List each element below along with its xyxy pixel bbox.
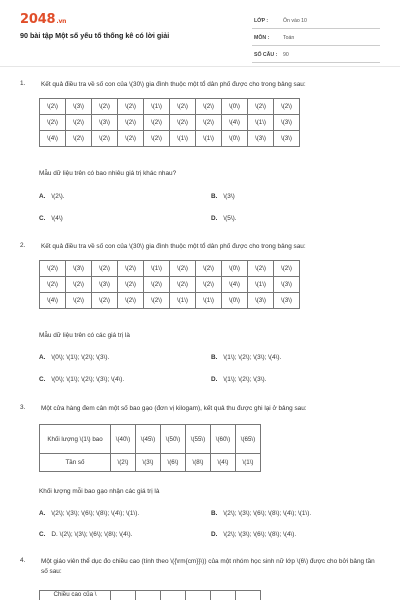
table-row xyxy=(40,293,300,309)
table-cell: \(1\) xyxy=(144,261,170,277)
table-cell: \(2\) xyxy=(144,131,170,147)
table-cell: \(2\) xyxy=(66,293,92,309)
table-cell: \(2\) xyxy=(196,115,222,131)
option-text: \(0\); \(1\); \(2\); \(3\). xyxy=(51,354,110,361)
table-cell: \(3\) xyxy=(66,99,92,115)
sub-question: Khối lượng mỗi bao gạo nhận các giá trị là xyxy=(39,488,160,495)
table-cell: \(2\) xyxy=(274,261,300,277)
table-cell: \(55\) xyxy=(186,425,211,454)
header-divider xyxy=(0,66,400,67)
option-letter: D. xyxy=(211,376,218,383)
table-cell: \(2\) xyxy=(144,293,170,309)
table-row xyxy=(40,115,300,131)
table-cell: \(2\) xyxy=(118,115,144,131)
table-cell: \(3\) xyxy=(248,293,274,309)
question-3 xyxy=(20,404,380,544)
table-cell: \(4\) xyxy=(222,277,248,293)
frequency-table xyxy=(39,424,261,472)
table-cell: \(2\) xyxy=(66,115,92,131)
table-cell: \(3\) xyxy=(248,131,274,147)
option-a[interactable] xyxy=(39,510,139,517)
data-table xyxy=(39,260,300,309)
table-header-cell: Khối lượng \(1\) bao xyxy=(40,425,111,454)
option-text: \(4\) xyxy=(51,215,63,222)
document-title: 90 bài tập Một số yếu tố thống kê có lời giải xyxy=(20,31,170,40)
table-cell: \(0\) xyxy=(222,293,248,309)
table-cell: \(3\) xyxy=(136,454,161,472)
table-cell: \(3\) xyxy=(274,115,300,131)
question-text: Một giáo viên thể dục đo chiều cao (tính theo \({\rm{cm}}\)) của một nhóm học sinh nữ lớp \(6\) được cho bởi bảng tần số sau: xyxy=(41,558,375,575)
table-cell: \(6\) xyxy=(161,454,186,472)
table-row xyxy=(40,99,300,115)
table-cell: \(65\) xyxy=(236,425,261,454)
table-cell: \(1\) xyxy=(236,454,261,472)
option-letter: A. xyxy=(39,354,46,361)
document-header xyxy=(0,0,400,64)
table-cell: \(2\) xyxy=(118,277,144,293)
option-c[interactable] xyxy=(39,215,63,222)
table-cell: \(45\) xyxy=(136,425,161,454)
table-row xyxy=(40,454,261,472)
option-text: \(2\); \(3\); \(6\); \(8\); \(4\). xyxy=(223,531,297,538)
option-text: \(3\) xyxy=(223,193,235,200)
table-cell: \(2\) xyxy=(118,261,144,277)
option-letter: B. xyxy=(211,510,218,517)
table-cell: \(2\) xyxy=(40,99,66,115)
option-letter: C. xyxy=(39,376,46,383)
meta-value: Toán xyxy=(283,35,295,41)
table-cell xyxy=(136,591,161,600)
table-row xyxy=(40,591,261,600)
option-text: D. \(2\); \(3\); \(6\); \(8\); \(4\). xyxy=(51,531,133,538)
option-c[interactable] xyxy=(39,531,132,538)
option-b[interactable] xyxy=(211,510,311,517)
table-cell: \(2\) xyxy=(170,99,196,115)
table-cell: \(3\) xyxy=(66,261,92,277)
table-cell: \(2\) xyxy=(92,99,118,115)
table-cell: \(3\) xyxy=(274,293,300,309)
table-cell xyxy=(186,591,211,600)
table-row xyxy=(40,425,261,454)
table-header-cell: Tần số xyxy=(40,454,111,472)
option-text: \(1\); \(2\); \(3\). xyxy=(223,376,267,383)
table-cell: \(3\) xyxy=(92,115,118,131)
question-text: Một cửa hàng đem cân một số bao gạo (đơn vị kilogam), kết quả thu được ghi lại ở bảng sau: xyxy=(41,405,307,412)
table-cell: \(2\) xyxy=(118,99,144,115)
option-a[interactable] xyxy=(39,354,109,361)
table-cell: \(2\) xyxy=(144,277,170,293)
option-letter: B. xyxy=(211,354,218,361)
table-cell: \(4\) xyxy=(40,131,66,147)
table-cell: \(3\) xyxy=(274,131,300,147)
data-table xyxy=(39,98,300,147)
table-cell: \(2\) xyxy=(196,261,222,277)
table-cell xyxy=(236,591,261,600)
option-d[interactable] xyxy=(211,531,296,538)
option-d[interactable] xyxy=(211,215,237,222)
meta-key: LỚP : xyxy=(254,18,269,24)
option-text: \(2\). xyxy=(51,193,65,200)
meta-row-count xyxy=(252,48,380,63)
question-number: 1. xyxy=(20,80,26,87)
logo-suffix: .vn xyxy=(56,18,67,25)
meta-value: 90 xyxy=(283,52,289,58)
table-cell: \(2\) xyxy=(248,261,274,277)
table-row xyxy=(40,261,300,277)
table-cell xyxy=(211,591,236,600)
option-text: \(1\); \(2\); \(3\); \(4\). xyxy=(223,354,282,361)
table-cell: \(40\) xyxy=(111,425,136,454)
option-d[interactable] xyxy=(211,376,266,383)
sub-question: Mẫu dữ liệu trên có các giá trị là xyxy=(39,332,130,339)
option-letter: D. xyxy=(211,215,218,222)
table-cell: \(3\) xyxy=(274,277,300,293)
table-cell: \(0\) xyxy=(222,261,248,277)
option-text: \(2\); \(3\); \(6\); \(8\); \(4\); \(1\). xyxy=(51,510,140,517)
option-b[interactable] xyxy=(211,354,281,361)
meta-row-subject xyxy=(252,31,380,46)
option-letter: C. xyxy=(39,215,46,222)
option-letter: A. xyxy=(39,193,46,200)
option-c[interactable] xyxy=(39,376,124,383)
table-cell: \(2\) xyxy=(118,131,144,147)
option-letter: A. xyxy=(39,510,46,517)
table-cell: \(2\) xyxy=(248,99,274,115)
table-cell: \(1\) xyxy=(170,131,196,147)
table-cell: \(2\) xyxy=(170,277,196,293)
table-cell: \(50\) xyxy=(161,425,186,454)
table-cell: \(2\) xyxy=(144,115,170,131)
table-cell: \(0\) xyxy=(222,131,248,147)
table-cell: \(2\) xyxy=(196,277,222,293)
table-cell: \(1\) xyxy=(196,293,222,309)
question-text: Kết quả điều tra về số con của \(30\) gia đình thuộc một tổ dân phố được cho trong bảng sau: xyxy=(41,81,306,88)
height-table xyxy=(39,590,261,600)
site-logo[interactable] xyxy=(20,12,66,27)
table-cell: \(2\) xyxy=(170,261,196,277)
table-cell: \(2\) xyxy=(92,261,118,277)
table-cell: \(2\) xyxy=(66,277,92,293)
table-row xyxy=(40,277,300,293)
table-cell: \(2\) xyxy=(40,115,66,131)
table-cell: \(2\) xyxy=(196,99,222,115)
question-4 xyxy=(20,557,380,600)
meta-key: MÔN : xyxy=(254,35,270,41)
meta-value: Ôn vào 10 xyxy=(283,18,307,24)
table-header-cell: Chiều cao của \ xyxy=(40,591,111,600)
option-b[interactable] xyxy=(211,193,235,200)
question-2 xyxy=(20,242,380,392)
question-1 xyxy=(20,80,380,230)
table-cell: \(1\) xyxy=(248,115,274,131)
sub-question: Mẫu dữ liệu trên có bao nhiêu giá trị khác nhau? xyxy=(39,170,177,177)
question-number: 4. xyxy=(20,557,26,564)
option-text: \(2\); \(3\); \(6\); \(8\); \(4\); \(1\). xyxy=(223,510,312,517)
meta-key: SỐ CÂU : xyxy=(254,52,278,58)
table-cell: \(1\) xyxy=(196,131,222,147)
option-letter: C. xyxy=(39,531,46,538)
option-a[interactable] xyxy=(39,193,65,200)
table-cell: \(2\) xyxy=(274,99,300,115)
table-cell: \(0\) xyxy=(222,99,248,115)
meta-panel xyxy=(252,14,380,65)
table-cell: \(2\) xyxy=(170,115,196,131)
table-cell: \(2\) xyxy=(92,131,118,147)
table-cell: \(4\) xyxy=(222,115,248,131)
logo-text: 2048 xyxy=(20,12,56,27)
table-cell: \(2\) xyxy=(92,293,118,309)
question-number: 3. xyxy=(20,404,26,411)
table-cell: \(2\) xyxy=(66,131,92,147)
table-cell xyxy=(161,591,186,600)
meta-row-class xyxy=(252,14,380,29)
table-cell: \(60\) xyxy=(211,425,236,454)
table-cell: \(8\) xyxy=(186,454,211,472)
table-cell: \(1\) xyxy=(170,293,196,309)
question-text: Kết quả điều tra về số con của \(30\) gia đình thuộc một tổ dân phố được cho trong bảng sau: xyxy=(41,243,306,250)
question-number: 2. xyxy=(20,242,26,249)
table-cell: \(1\) xyxy=(144,99,170,115)
table-row xyxy=(40,131,300,147)
table-cell xyxy=(111,591,136,600)
option-text: \(0\); \(1\); \(2\); \(3\); \(4\). xyxy=(51,376,125,383)
table-cell: \(4\) xyxy=(211,454,236,472)
table-cell: \(2\) xyxy=(118,293,144,309)
table-cell: \(1\) xyxy=(248,277,274,293)
table-cell: \(3\) xyxy=(92,277,118,293)
table-cell: \(2\) xyxy=(40,261,66,277)
table-cell: \(4\) xyxy=(40,293,66,309)
option-text: \(5\). xyxy=(223,215,237,222)
table-cell: \(2\) xyxy=(40,277,66,293)
table-cell: \(2\) xyxy=(111,454,136,472)
option-letter: D. xyxy=(211,531,218,538)
option-letter: B. xyxy=(211,193,218,200)
